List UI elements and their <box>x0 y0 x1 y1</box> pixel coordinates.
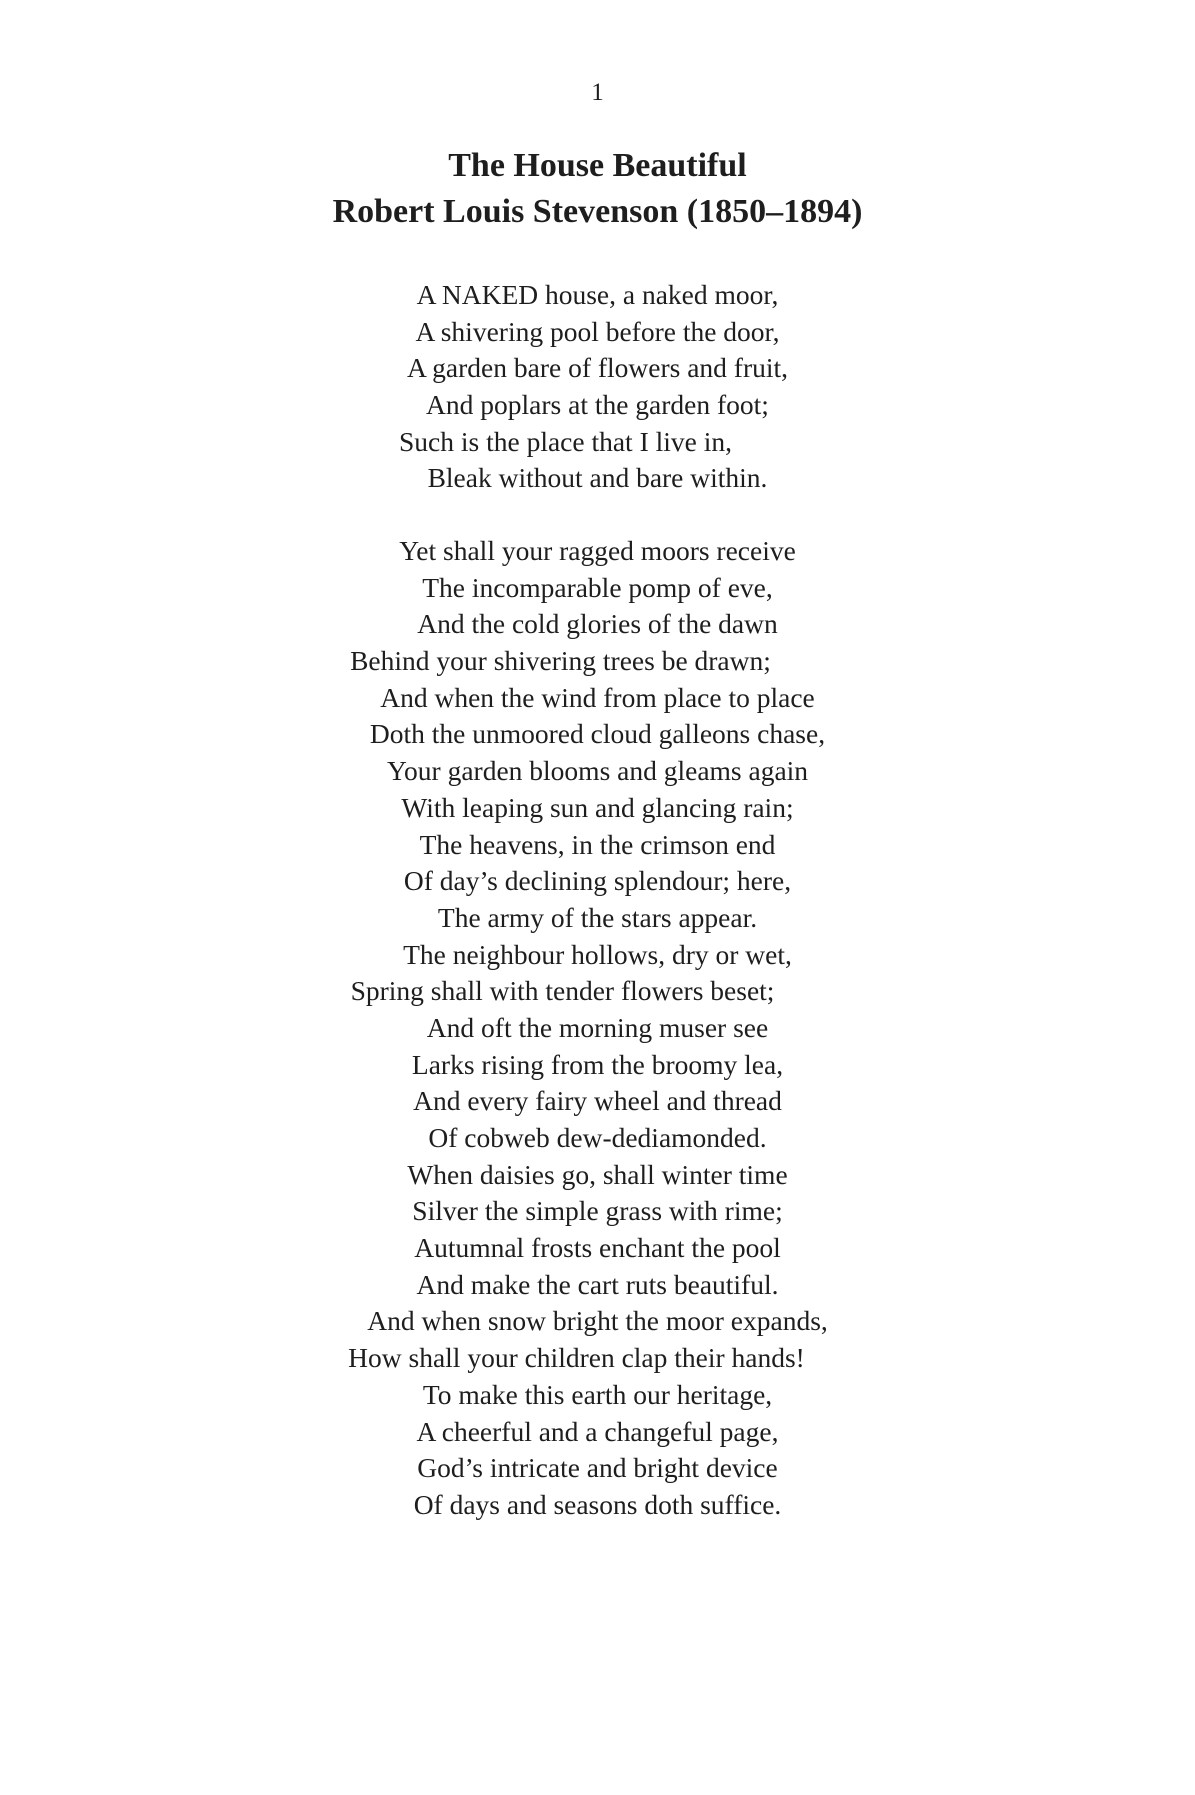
verse-line: And poplars at the garden foot; <box>426 389 769 421</box>
verse-line: The army of the stars appear. <box>437 901 758 933</box>
verse-line: And oft the morning muser see <box>426 1011 769 1043</box>
verse-line: Of cobweb dew-dediamonded. <box>428 1122 767 1153</box>
verse-line: And the cold glories of the dawn <box>417 608 778 640</box>
verse-line: Larks rising from the broomy lea, <box>411 1048 784 1080</box>
verse-line: A cheerful and a changeful page, <box>416 1415 779 1447</box>
verse-line: A shivering pool before the door, <box>415 315 780 347</box>
verse-line: And when the wind from place to place <box>380 681 815 713</box>
stanza-1 <box>0 277 1195 497</box>
poem-title: The House Beautiful <box>448 147 747 184</box>
verse-line: When daisies go, shall winter time <box>407 1158 788 1190</box>
poem-author: Robert Louis Stevenson (1850–1894) <box>332 193 863 230</box>
verse-line: Yet shall your ragged moors receive <box>399 535 796 566</box>
verse-line: To make this earth our heritage, <box>422 1378 773 1410</box>
verse-line: God’s intricate and bright device <box>417 1452 778 1484</box>
verse-line: Such is the place that I live in, <box>399 425 732 457</box>
verse-line: Silver the simple grass with rime; <box>412 1195 783 1227</box>
verse-line: A NAKED house, a naked moor, <box>416 279 779 310</box>
verse-line: And every fairy wheel and thread <box>413 1085 782 1117</box>
verse-line: Of day’s declining splendour; here, <box>403 865 792 897</box>
verse-line: The incomparable pomp of eve, <box>422 571 773 603</box>
verse-line: A garden bare of flowers and fruit, <box>406 352 789 384</box>
stanza-2 <box>0 533 1195 1524</box>
verse-line: Spring shall with tender flowers beset; <box>350 975 775 1007</box>
verse-line: Your garden blooms and gleams again <box>386 755 809 787</box>
verse-line: Doth the unmoored cloud galleons chase, <box>369 718 826 750</box>
verse-line: With leaping sun and glancing rain; <box>401 791 794 823</box>
verse-line: How shall your children clap their hands! <box>348 1342 805 1374</box>
verse-line: And make the cart ruts beautiful. <box>416 1268 779 1300</box>
verse-line: Behind your shivering trees be drawn; <box>350 645 771 677</box>
verse-line: Autumnal frosts enchant the pool <box>414 1232 781 1264</box>
verse-line: Of days and seasons doth suffice. <box>413 1488 782 1520</box>
verse-line: And when snow bright the moor expands, <box>367 1305 828 1337</box>
verse-line: The neighbour hollows, dry or wet, <box>403 938 792 970</box>
verse-line: The heavens, in the crimson end <box>419 828 776 860</box>
page-number: 1 <box>591 79 604 106</box>
verse-line: Bleak without and bare within. <box>427 462 768 494</box>
